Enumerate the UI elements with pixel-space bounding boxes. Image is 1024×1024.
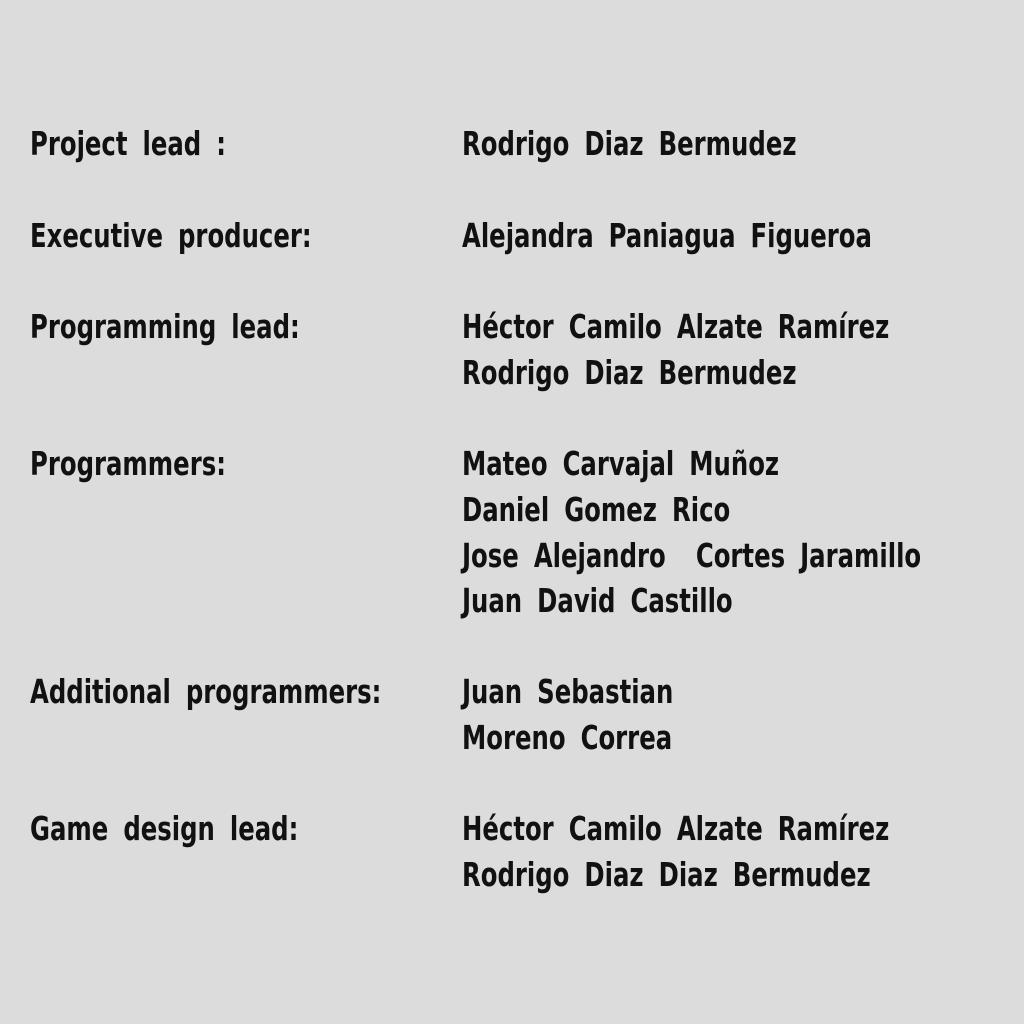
name-programmer-4: Juan David Castillo <box>462 581 733 620</box>
role-project-lead: Project lead : <box>30 124 227 163</box>
name-game-design-lead-1: Héctor Camilo Alzate Ramírez <box>462 809 890 848</box>
name-programming-lead-2: Rodrigo Diaz Bermudez <box>462 353 797 392</box>
name-programming-lead-1: Héctor Camilo Alzate Ramírez <box>462 307 890 346</box>
role-programming-lead: Programming lead: <box>30 307 300 346</box>
name-executive-producer: Alejandra Paniagua Figueroa <box>462 216 872 255</box>
role-game-design-lead: Game design lead: <box>30 809 299 848</box>
name-additional-programmer-1: Juan Sebastian <box>462 672 674 711</box>
role-executive-producer: Executive producer: <box>30 216 312 255</box>
name-programmer-3: Jose Alejandro Cortes Jaramillo <box>462 536 922 575</box>
name-project-lead: Rodrigo Diaz Bermudez <box>462 124 797 163</box>
role-programmers: Programmers: <box>30 444 226 483</box>
name-game-design-lead-2: Rodrigo Diaz Diaz Bermudez <box>462 855 871 894</box>
role-additional-programmers: Additional programmers: <box>30 672 382 711</box>
name-programmer-2: Daniel Gomez Rico <box>462 490 731 529</box>
name-additional-programmer-2: Moreno Correa <box>462 718 673 757</box>
name-programmer-1: Mateo Carvajal Muñoz <box>462 444 780 483</box>
